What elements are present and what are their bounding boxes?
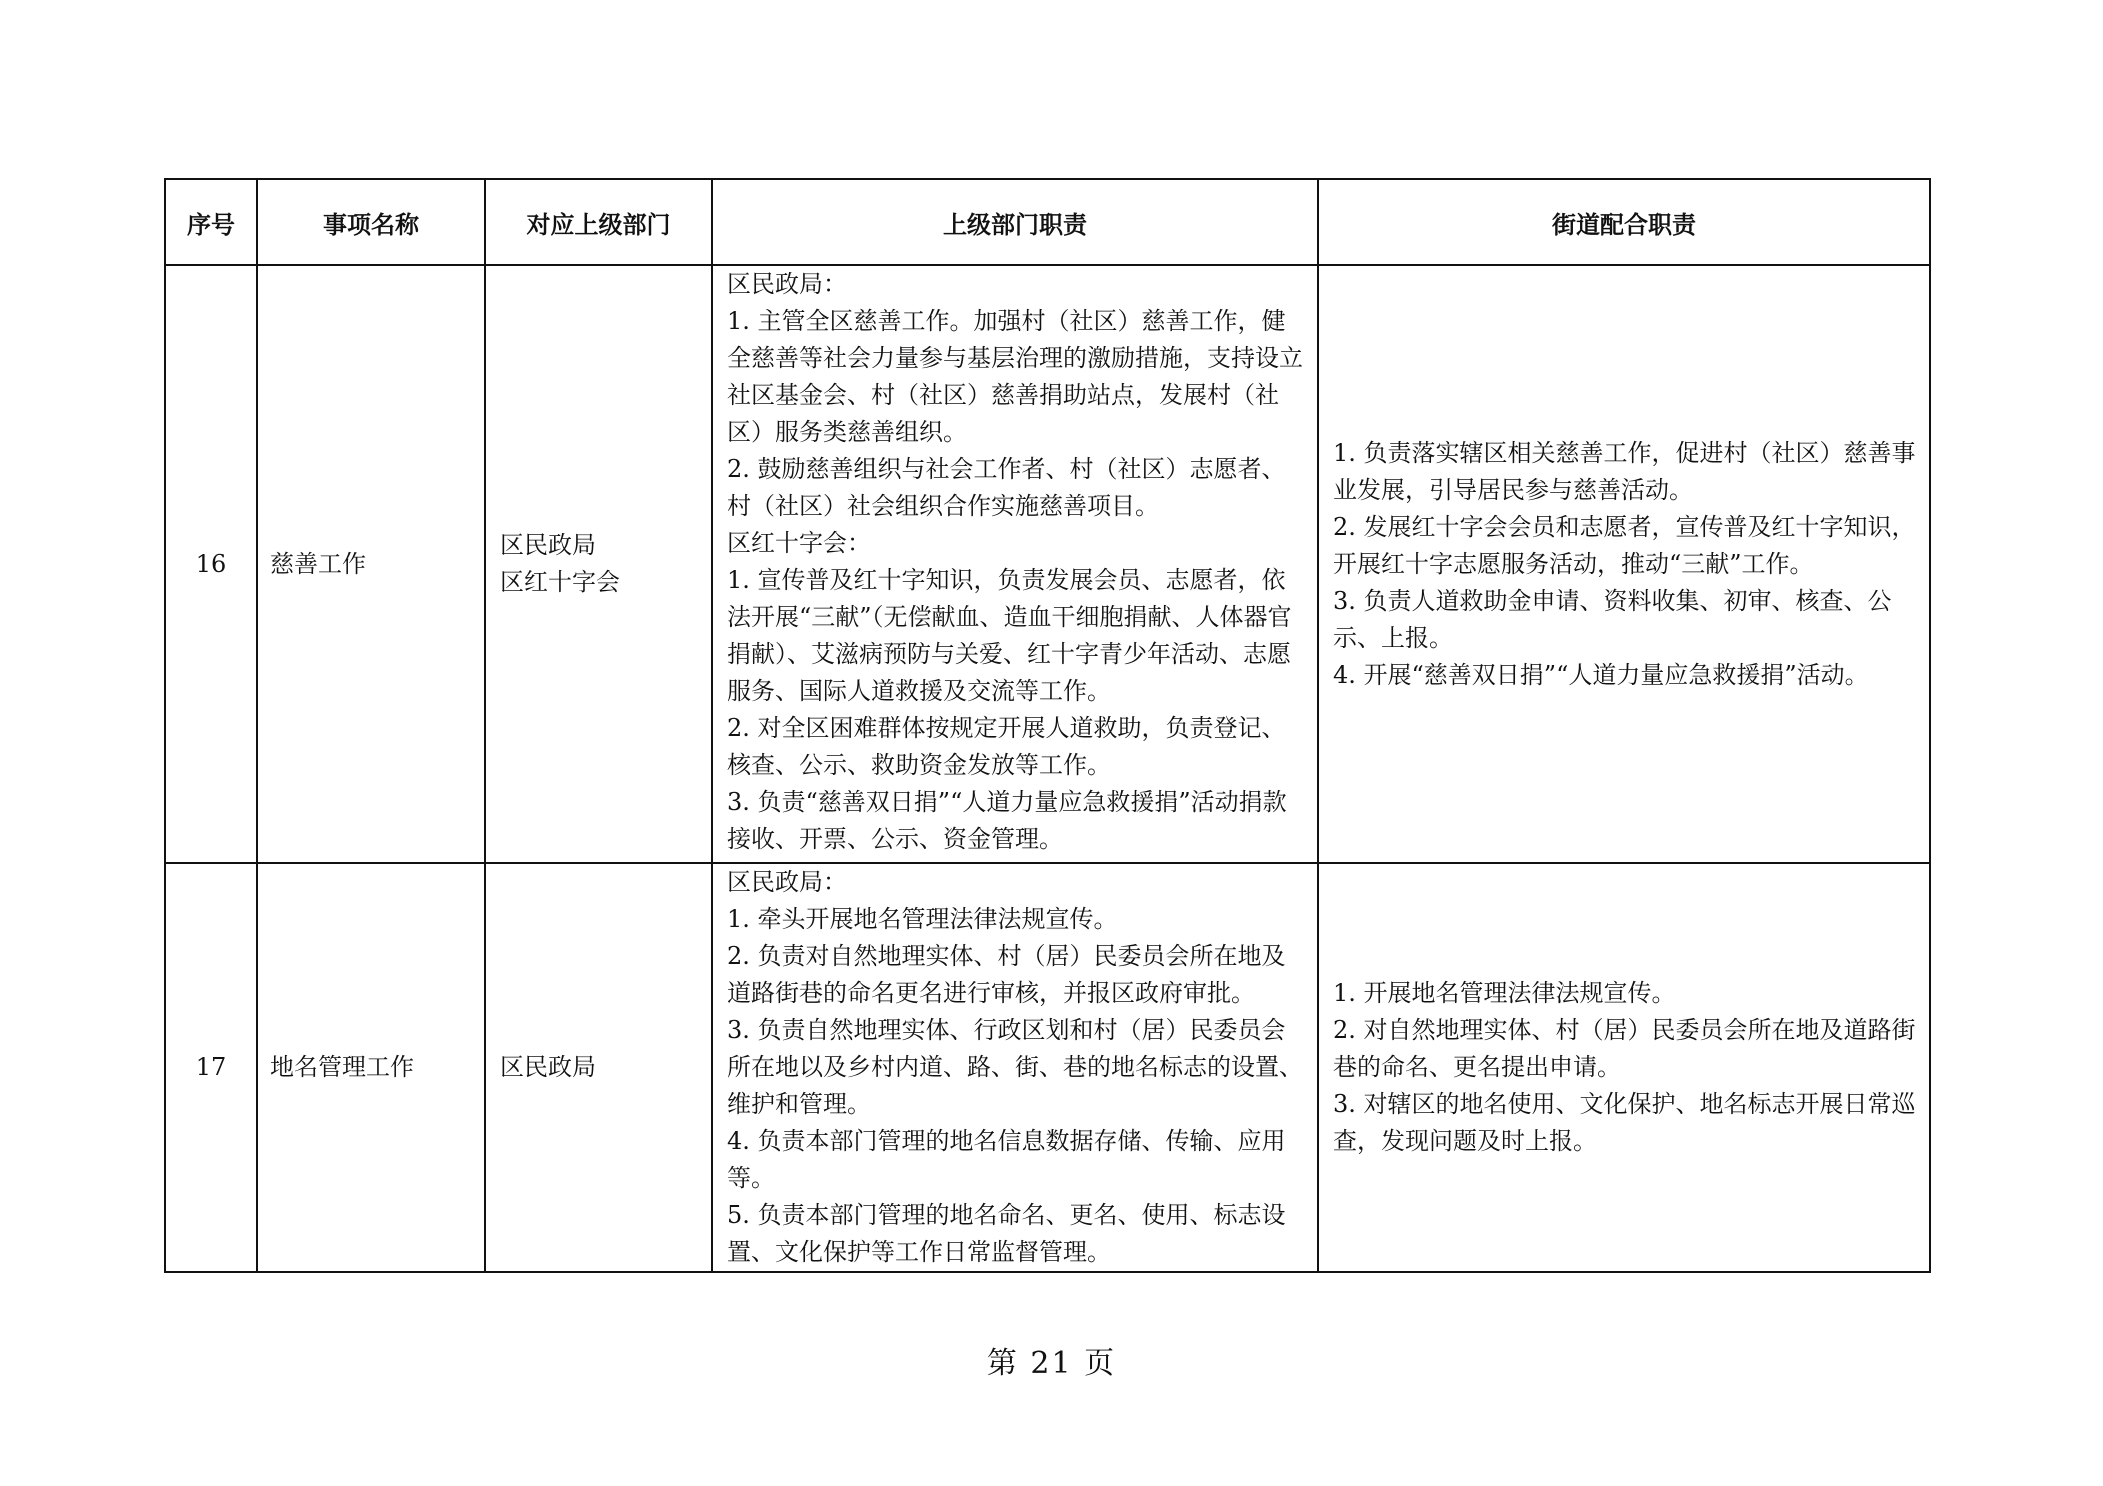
duty-table (164, 178, 1931, 1273)
duty-line: 区民政局： (727, 868, 847, 896)
header-item-name: 事项名称 (257, 179, 485, 265)
row-number: 16 (165, 265, 257, 863)
duty-line: 1. 主管全区慈善工作。加强村（社区）慈善工作，健全慈善等社会力量参与基层治理的激励措施，支持设立社区基金会、村（社区）慈善捐助站点，发展村（社区）服务类慈善组织。 (727, 307, 1303, 446)
duty-line: 1. 牵头开展地名管理法律法规宣传。 (727, 905, 1118, 933)
duty-line: 3. 对辖区的地名使用、文化保护、地名标志开展日常巡查，发现问题及时上报。 (1333, 1090, 1916, 1155)
table-row (165, 265, 1930, 863)
upper-duty-cell (712, 265, 1318, 863)
dept-line: 区民政局 (500, 531, 596, 559)
duty-line: 1. 负责落实辖区相关慈善工作，促进村（社区）慈善事业发展，引导居民参与慈善活动。 (1333, 438, 1916, 504)
street-duty-cell (1318, 863, 1930, 1272)
item-name: 地名管理工作 (257, 863, 485, 1272)
duty-line: 4. 开展“慈善双日捐”“人道力量应急救援捐”活动。 (1333, 660, 1869, 689)
table-header-row (165, 179, 1930, 265)
table-row (165, 863, 1930, 1272)
duty-line: 5. 负责本部门管理的地名命名、更名、使用、标志设置、文化保护等工作日常监督管理。 (727, 1201, 1286, 1266)
duty-line: 2. 发展红十字会会员和志愿者，宣传普及红十字知识，开展红十字志愿服务活动，推动“三献”工作。 (1333, 512, 1916, 578)
duty-line: 2. 对全区困难群体按规定开展人道救助，负责登记、核查、公示、救助资金发放等工作。 (727, 714, 1286, 779)
header-no: 序号 (165, 179, 257, 265)
duty-line: 3. 负责“慈善双日捐”“人道力量应急救援捐”活动捐款接收、开票、公示、资金管理。 (727, 788, 1287, 853)
page-number: 第 21 页 (986, 1346, 1117, 1381)
upper-dept-cell (485, 265, 712, 863)
duty-line: 2. 鼓励慈善组织与社会工作者、村（社区）志愿者、村（社区）社会组织合作实施慈善项目。 (727, 455, 1286, 520)
duty-line: 2. 负责对自然地理实体、村（居）民委员会所在地及道路街巷的命名更名进行审核，并报区政府审批。 (727, 942, 1286, 1007)
duty-line: 区民政局： (727, 270, 847, 298)
header-upper-dept: 对应上级部门 (485, 179, 712, 265)
dept-line: 区红十字会 (500, 568, 620, 596)
header-street-duty: 街道配合职责 (1318, 179, 1930, 265)
header-upper-duty: 上级部门职责 (712, 179, 1318, 265)
duty-line: 3. 负责人道救助金申请、资料收集、初审、核查、公示、上报。 (1333, 586, 1892, 652)
duty-line: 1. 开展地名管理法律法规宣传。 (1333, 979, 1676, 1007)
duty-line: 区红十字会： (727, 529, 871, 557)
duty-line: 4. 负责本部门管理的地名信息数据存储、传输、应用等。 (727, 1127, 1286, 1192)
item-name: 慈善工作 (257, 265, 485, 863)
street-duty-cell (1318, 265, 1930, 863)
dept-line: 区民政局 (500, 1053, 596, 1081)
duty-line: 1. 宣传普及红十字知识，负责发展会员、志愿者，依法开展“三献”（无偿献血、造血干细胞捐献、人体器官捐献）、艾滋病预防与关爱、红十字青少年活动、志愿服务、国际人道救援及交流等工作。 (727, 566, 1292, 705)
upper-duty-cell (712, 863, 1318, 1272)
duty-line: 3. 负责自然地理实体、行政区划和村（居）民委员会所在地以及乡村内道、路、街、巷的地名标志的设置、维护和管理。 (727, 1016, 1303, 1118)
row-number: 17 (165, 863, 257, 1272)
upper-dept-cell (485, 863, 712, 1272)
duty-line: 2. 对自然地理实体、村（居）民委员会所在地及道路街巷的命名、更名提出申请。 (1333, 1016, 1916, 1081)
